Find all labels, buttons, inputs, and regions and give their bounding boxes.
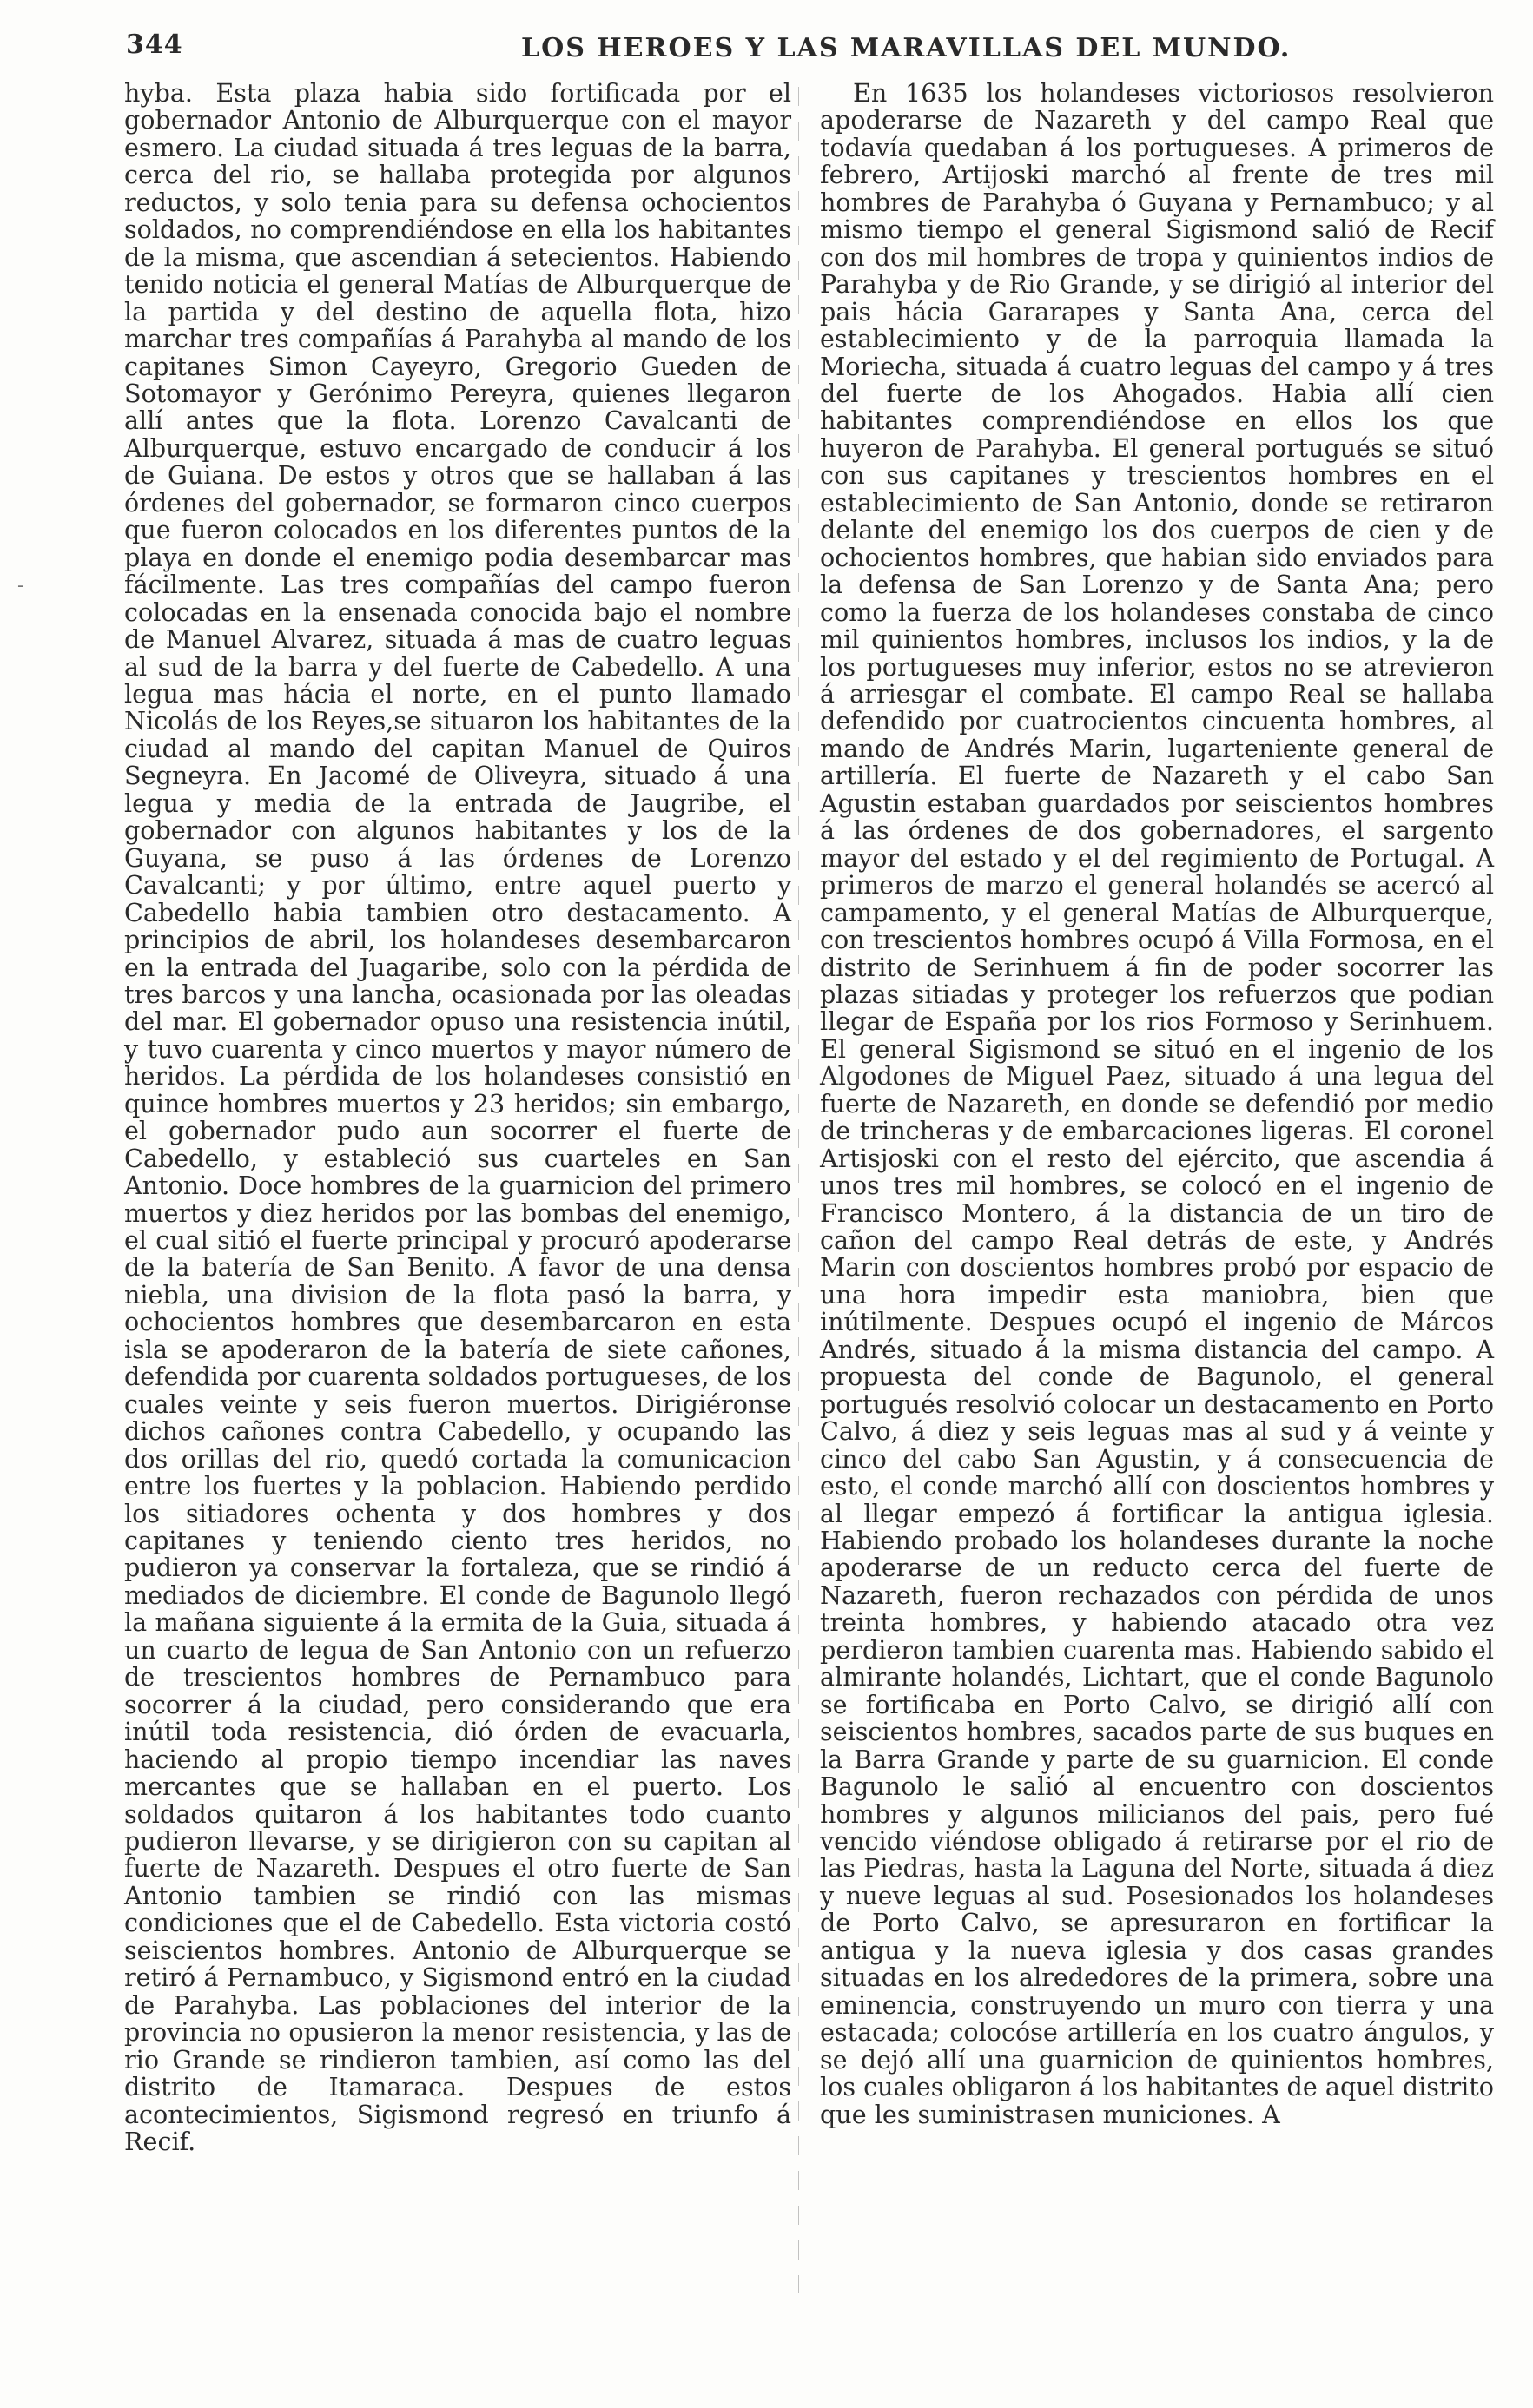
margin-mark: -	[17, 575, 24, 597]
page-number: 344	[126, 30, 183, 60]
right-column	[820, 80, 1494, 2128]
column-divider	[798, 87, 799, 2293]
left-column-text: hyba. Esta plaza habia sido fortificada por el gobernador Antonio de Alburquerque con el mayor esmero. La ciudad situada á tres leguas de la barra, cerca del rio, se hallaba protegida por algunos reductos, y solo tenia para su defensa ochocientos soldados, no comprendiéndose en ella los habitantes de la misma, que ascendian á setecientos. Habiendo tenido noticia el general Matías de Alburquerque de la partida y del destino de aquella flota, hizo marchar tres compañías á Parahyba al mando de los capitanes Simon Cayeyro, Gregorio Gueden de Sotomayor y Gerónimo Pereyra, quienes llegaron allí antes que la flota. Lorenzo Cavalcanti de Alburquerque, estuvo encargado de conducir á los de Guiana. De estos y otros que se hallaban á las órdenes del gobernador, se formaron cinco cuerpos que fueron colocados en los diferentes puntos de la playa en donde el enemigo podia desembarcar mas fácilmente. Las tres compañías del campo fueron colocadas en la ensenada conocida bajo el nombre de Manuel Alvarez, situada á mas de cuatro leguas al sud de la barra y del fuerte de Cabedello. A una legua mas hácia el norte, en el punto llamado Nicolás de los Reyes,se situaron los habitantes de la ciudad al mando del capitan Manuel de Quiros Segneyra. En Jacomé de Oliveyra, situado á una legua y media de la entrada de Jaugribe, el gobernador con algunos habitantes y los de la Guyana, se puso á las órdenes de Lorenzo Cavalcanti; y por último, entre aquel puerto y Cabedello habia tambien otro destacamento. A principios de abril, los holandeses desembarcaron en la entrada del Juagaribe, solo con la pérdida de tres barcos y una lancha, ocasionada por las oleadas del mar. El gobernador opuso una resistencia inútil, y tuvo cuarenta y cinco muertos y mayor número de heridos. La pérdida de los holandeses consistió en quince hombres muertos y 23 heridos; sin embargo, el gobernador pudo aun socorrer el fuerte de Cabedello, y estableció sus cuarteles en San Antonio. Doce hombres de la guarnicion del primero muertos y diez heridos por las bombas del enemigo, el cual sitió el fuerte principal y procuró apoderarse de la batería de San Benito. A favor de una densa niebla, una division de la flota pasó la barra, y ochocientos hombres que desembarcaron en esta isla se apoderaron de la batería de siete cañones, defendida por cuarenta soldados portugueses, de los cuales veinte y seis fueron muertos. Dirigiéronse dichos cañones contra Cabedello, y ocupando las dos orillas del rio, quedó cortada la comunicacion entre los fuertes y la poblacion. Habiendo perdido los sitiadores ochenta y dos hombres y dos capitanes y teniendo ciento tres heridos, no pudieron ya conservar la fortaleza, que se rindió á mediados de diciembre. El conde de Bagunolo llegó la mañana siguiente á la ermita de la Guia, situada á un cuarto de legua de San Antonio con un refuerzo de trescientos hombres de Pernambuco para socorrer á la ciudad, pero considerando que era inútil toda resistencia, dió órden de evacuarla, haciendo al propio tiempo incendiar las naves mercantes que se hallaban en el puerto. Los soldados quitaron á los habitantes todo cuanto pudieron llevarse, y se dirigieron con su capitan al fuerte de Nazareth. Despues el otro fuerte de San Antonio tambien se rindió con las mismas condiciones que el de Cabedello. Esta victoria costó seiscientos hombres. Antonio de Alburquerque se retiró á Pernambuco, y Sigismond entró en la ciudad de Parahyba. Las poblaciones del interior de la provincia no opusieron la menor resistencia, y las de rio Grande se rindieron tambien, así como las del distrito de Itamaraca. Despues de estos acontecimientos, Sigismond regresó en triunfo á Recif.	[124, 78, 791, 2156]
running-title: LOS HEROES Y LAS MARAVILLAS DEL MUNDO.	[521, 33, 1292, 63]
left-column	[124, 80, 791, 2155]
right-column-text: En 1635 los holandeses victoriosos resolvieron apoderarse de Nazareth y del campo Real que todavía quedaban á los portugueses. A primeros de febrero, Artijoski marchó al frente de tres mil hombres de Parahyba ó Guyana y Pernambuco; y al mismo tiempo el general Sigismond salió de Recif con dos mil hombres de tropa y quinientos indios de Parahyba y de Rio Grande, y se dirigió al interior del pais hácia Gararapes y Santa Ana, cerca del establecimiento y de la parroquia llamada la Moriecha, situada á cuatro leguas del campo y á tres del fuerte de los Ahogados. Habia allí cien habitantes comprendiéndose en ellos los que huyeron de Parahyba. El general portugués se situó con sus capitanes y trescientos hombres en el establecimiento de San Antonio, donde se retiraron delante del enemigo los dos cuerpos de cien y de ochocientos hombres, que habian sido enviados para la defensa de San Lorenzo y de Santa Ana; pero como la fuerza de los holandeses constaba de cinco mil quinientos hombres, inclusos los indios, y la de los portugueses muy inferior, estos no se atrevieron á arriesgar el combate. El campo Real se hallaba defendido por cuatrocientos cincuenta hombres, al mando de Andrés Marin, lugarteniente general de artillería. El fuerte de Nazareth y el cabo San Agustin estaban guardados por seiscientos hombres á las órdenes de dos gobernadores, el sargento mayor del estado y el del regimiento de Portugal. A primeros de marzo el general holandés se acercó al campamento, y el general Matías de Alburquerque, con trescientos hombres ocupó á Villa Formosa, en el distrito de Serinhuem á fin de poder socorrer las plazas sitiadas y proteger los refuerzos que podian llegar de España por los rios Formoso y Serinhuem. El general Sigismond se situó en el ingenio de los Algodones de Miguel Paez, situado á una legua del fuerte de Nazareth, en donde se defendió por medio de trincheras y de embarcaciones ligeras. El coronel Artisjoski con el resto del ejército, que ascendia á unos tres mil hombres, se colocó en el ingenio de Francisco Montero, á la distancia de un tiro de cañon del campo Real detrás de este, y Andrés Marin con doscientos hombres probó por espacio de una hora impedir esta maniobra, bien que inútilmente. Despues ocupó el ingenio de Márcos Andrés, situado á la misma distancia del campo. A propuesta del conde de Bagunolo, el general portugués resolvió colocar un destacamento en Porto Calvo, á diez y seis leguas mas al sud y á veinte y cinco del cabo San Agustin, y á consecuencia de esto, el conde marchó allí con doscientos hombres y al llegar empezó á fortificar la antigua iglesia. Habiendo probado los holandeses durante la noche apoderarse de un reducto cerca del fuerte de Nazareth, fueron rechazados con pérdida de unos treinta hombres, y habiendo atacado otra vez perdieron tambien cuarenta mas. Habiendo sabido el almirante holandés, Lichtart, que el conde Bagunolo se fortificaba en Porto Calvo, se dirigió allí con seiscientos hombres, sacados parte de sus buques en la Barra Grande y parte de su guarnicion. El conde Bagunolo le salió al encuentro con doscientos hombres y algunos milicianos del pais, pero fué vencido viéndose obligado á retirarse por el rio de las Piedras, hasta la Laguna del Norte, situada á diez y nueve leguas al sud. Posesionados los holandeses de Porto Calvo, se apresuraron en fortificar la antigua y la nueva iglesia y dos casas grandes situadas en los alrededores de la primera, sobre una eminencia, construyendo un muro con tierra y una estacada; colocóse artillería en los cuatro ángulos, y se dejó allí una guarnicion de quinientos hombres, los cuales obligaron á los habitantes de aquel distrito que les suministrasen municiones. A	[820, 78, 1494, 2129]
